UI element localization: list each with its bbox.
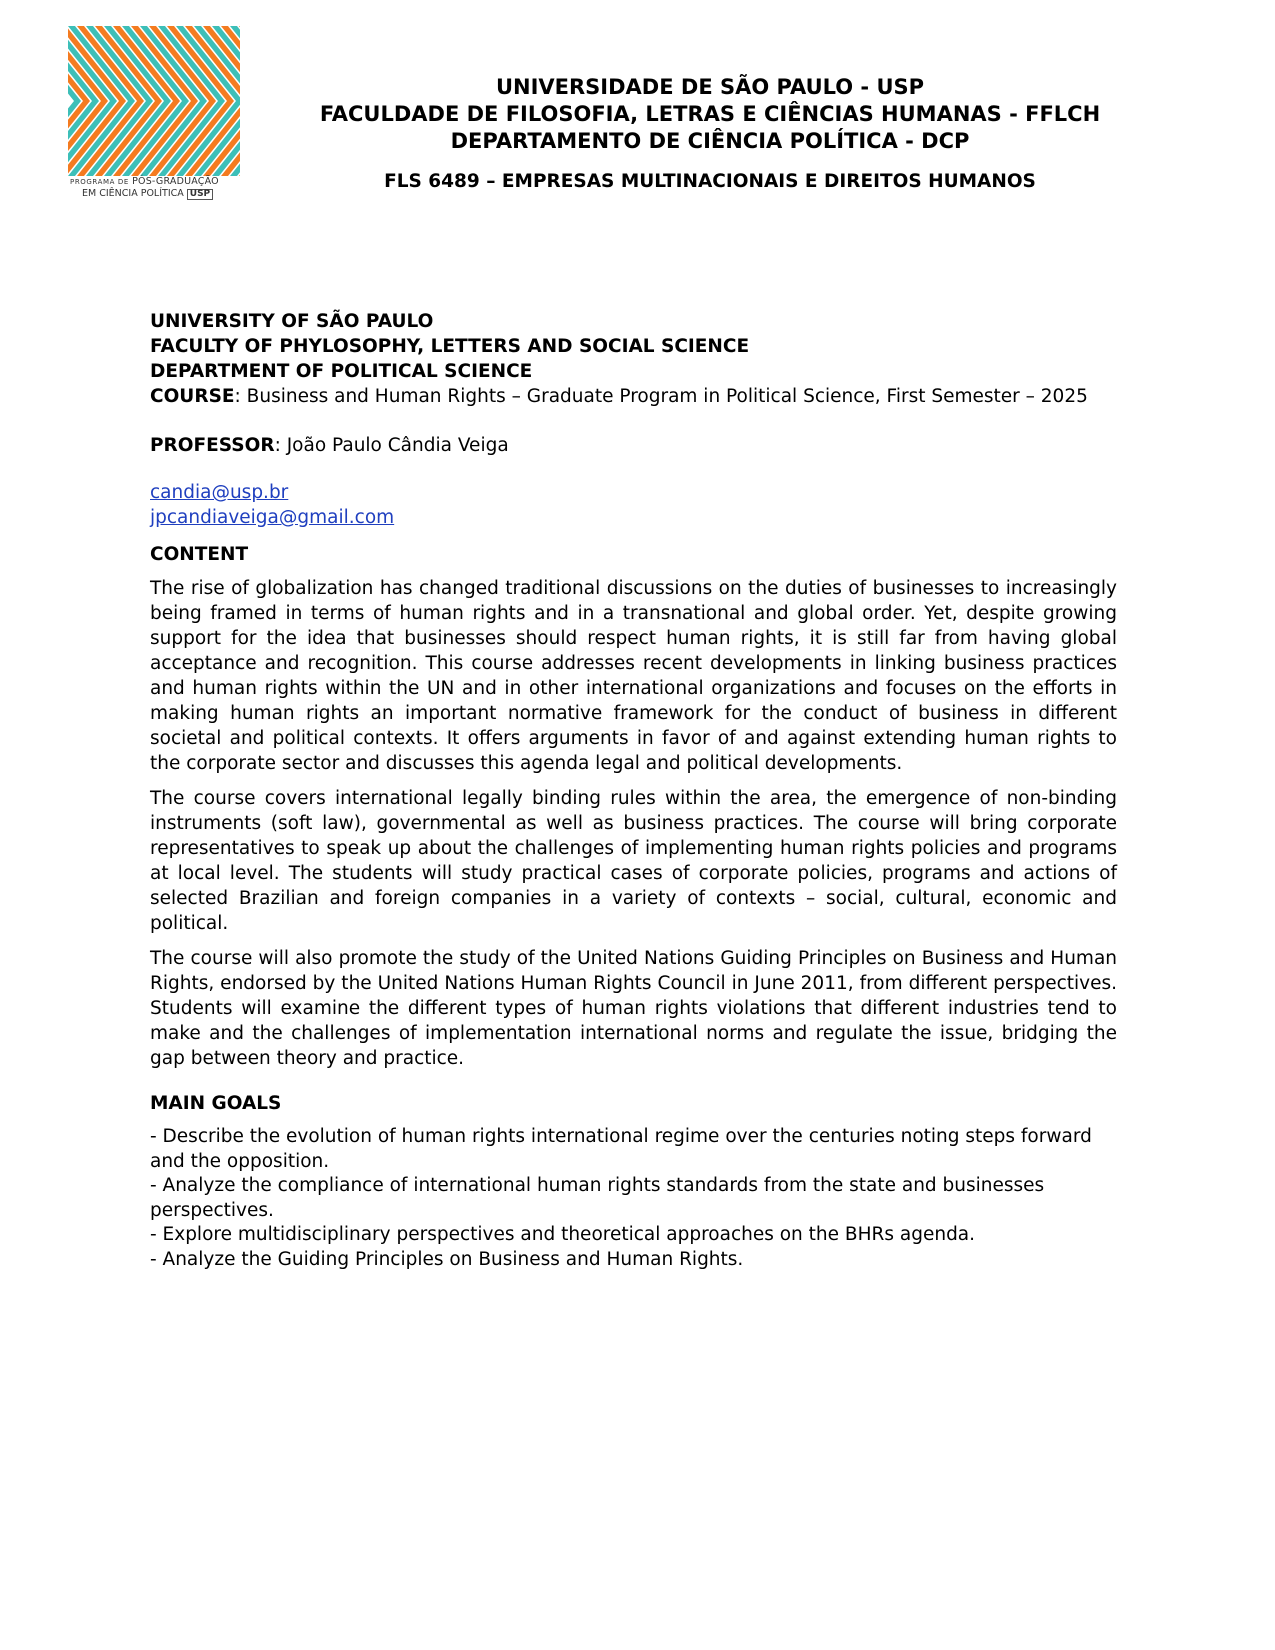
logo-caption-small: PROGRAMA DE [70, 178, 129, 186]
header-course-code: FLS 6489 – EMPRESAS MULTINACIONAIS E DIREITOS HUMANOS [384, 171, 1036, 192]
email-list [150, 480, 1117, 530]
goals-heading: MAIN GOALS [150, 1093, 282, 1114]
usp-mark: USP [187, 189, 213, 200]
course-label: COURSE [150, 386, 235, 407]
institution-faculty: FACULTY OF PHYLOSOPHY, LETTERS AND SOCIAL SCIENCE [150, 336, 750, 357]
content-heading: CONTENT [150, 544, 249, 565]
content-paragraph: The course will also promote the study of the United Nations Guiding Principles on Business and Human Rights, endorsed by the United Nations Human Rights Council in June 2011, from different perspectives. Students will examine the different types of human rights violations that different industries tend to make and the challenges of implementation international norms and regulate the issue, bridging the gap between theory and practice. [150, 948, 1117, 1069]
program-logo [68, 26, 240, 206]
content-paragraph: The rise of globalization has changed traditional discussions on the duties of businesses to increasingly being framed in terms of human rights and in a transnational and global order. Yet, despite growing support for the idea that businesses should respect human rights, it is still far from having global acceptance and recognition. This course addresses recent developments in linking business practices and human rights within the UN and in other international organizations and focuses on the efforts in making human rights an important normative framework for the conduct of business in different societal and political contexts. It offers arguments in favor of and against extending human rights to the corporate sector and discusses this agenda legal and political developments. [150, 578, 1117, 774]
email-link[interactable]: candia@usp.br [150, 482, 289, 503]
chevron-stripes-logo-graphic [68, 26, 240, 176]
institution-block [150, 309, 1117, 384]
document-header [260, 74, 1160, 195]
institution-university: UNIVERSITY OF SÃO PAULO [150, 311, 434, 332]
logo-caption-line2: EM CIÊNCIA POLÍTICA [82, 188, 184, 199]
document-body [150, 309, 1117, 1272]
header-faculty: FACULDADE DE FILOSOFIA, LETRAS E CIÊNCIAS HUMANAS - FFLCH [319, 102, 1101, 126]
email-link[interactable]: jpcandiaveiga@gmail.com [150, 507, 395, 528]
goal-item: - Describe the evolution of human rights international regime over the centuries noting steps forward and the opposition. [150, 1126, 1092, 1172]
goal-item: - Analyze the Guiding Principles on Business and Human Rights. [150, 1248, 744, 1270]
professor-value: : João Paulo Cândia Veiga [274, 435, 509, 456]
logo-caption-large: PÓS-GRADUAÇÃO [132, 176, 219, 187]
professor-line [150, 433, 1117, 458]
content-paragraph: The course covers international legally binding rules within the area, the emergence of non-binding instruments (soft law), governmental as well as business practices. The course will bring corporate representatives to speak up about the challenges of implementing human rights policies and programs at local level. The students will study practical cases of corporate policies, programs and actions of selected Brazilian and foreign companies in a variety of contexts – social, cultural, economic and political. [150, 788, 1117, 934]
goal-item: - Explore multidisciplinary perspectives and theoretical approaches on the BHRs agenda. [150, 1224, 976, 1245]
institution-department: DEPARTMENT OF POLITICAL SCIENCE [150, 361, 533, 382]
course-value: : Business and Human Rights – Graduate Program in Political Science, First Semester – 2025 [234, 386, 1088, 407]
header-department: DEPARTAMENTO DE CIÊNCIA POLÍTICA - DCP [450, 129, 970, 153]
header-university: UNIVERSIDADE DE SÃO PAULO - USP [495, 75, 925, 99]
goal-item: - Analyze the compliance of international human rights standards from the state and businesses perspectives. [150, 1175, 1045, 1221]
goals-list [150, 1125, 1117, 1272]
logo-caption [68, 176, 240, 200]
course-line [150, 384, 1117, 409]
professor-label: PROFESSOR [150, 435, 275, 456]
